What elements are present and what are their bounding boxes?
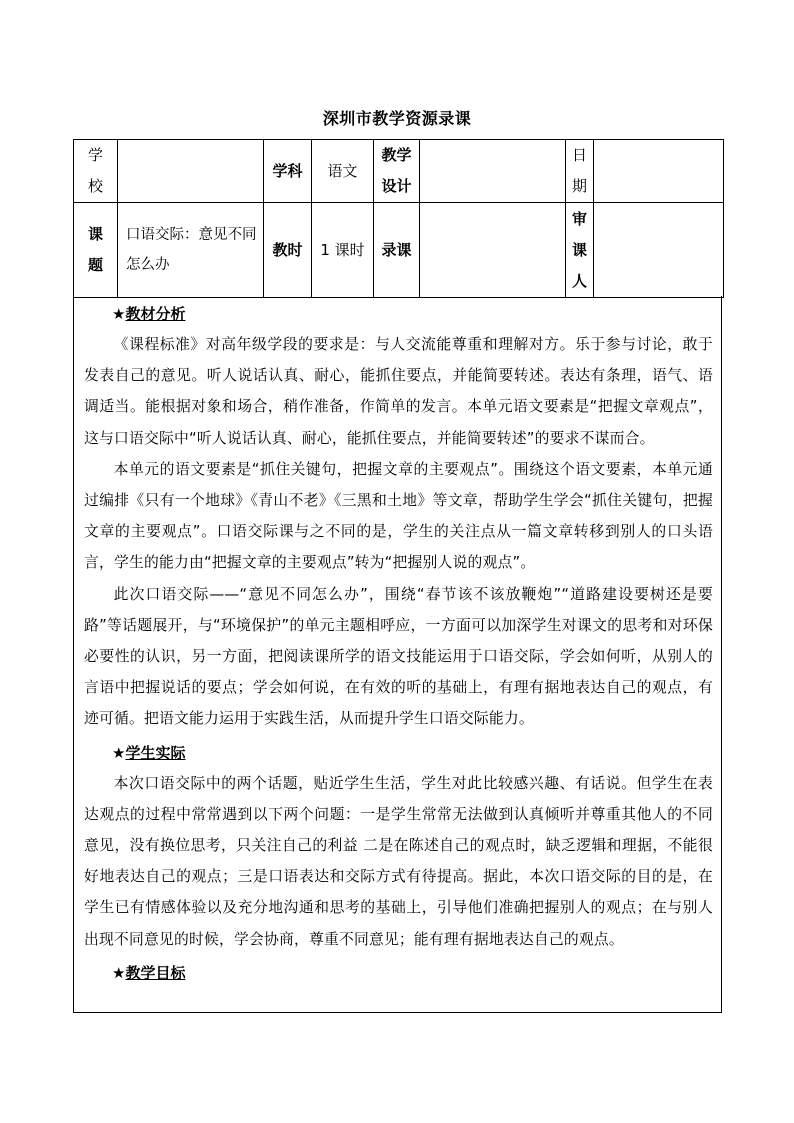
subject-label: 学科 (264, 140, 312, 203)
hours-label: 教时 (264, 203, 312, 298)
paragraph: 本次口语交际中的两个话题，贴近学生生活，学生对此比较感兴趣、有话说。但学生在表达观点的过程中常常遇到以下两个问题：一是学生常常无法做到认真倾听并尊重其他人的不同意见，没有换位思考，只关注自己的利益 二是在陈述自己的观点时，缺乏逻辑和理据，不能很好地表达自己的观点；三是口语表达和交际方式有待提高。据此，本次口语交际的目的是，在学生已有情感体验以及充分地沟通和思考的基础上，引导他们准确把握别人的观点；在与别人出现不同意见的时候，学会协商，尊重不同意见；能有理有据地表达自己的观点。 (84, 774, 713, 948)
section-heading-students: ★学生实际 (112, 743, 186, 762)
reviewer-label-cell (566, 203, 594, 298)
design-label: 教学设计 (381, 146, 412, 195)
design-value (420, 140, 566, 203)
school-label: 学校 (88, 146, 104, 195)
reviewer-label: 审课人 (572, 209, 588, 290)
section-heading-analysis: ★教材分析 (112, 305, 186, 323)
star-icon: ★ (112, 963, 126, 982)
topic-label-cell (74, 203, 118, 298)
design-label-cell (374, 140, 420, 203)
paragraph: 此次口语交际——“意见不同怎么办”，围绕“春节该不该放鞭炮”“道路建设要树还是要路”等话题展开，与“环境保护”的单元主题相呼应，一方面可以加深学生对课文的思考和对环保必要性的认识，另一方面，把阅读课所学的语文技能运用于口语交际，学会如何听，从别人的言语中把握说话的要点；学会如何说，在有效的听的基础上，有理有据地表达自己的观点，有迹可循。把语文能力运用于实践生活，从而提升学生口语交际能力。 (84, 585, 713, 728)
page-title: 深圳市教学资源录课 (322, 109, 472, 128)
star-icon: ★ (112, 743, 126, 762)
paragraph: 本单元的语文要素是“抓住关键句，把握文章的主要观点”。围绕这个语文要素，本单元通过编排《只有一个地球》《青山不老》《三黑和土地》等文章，帮助学生学会“抓住关键句，把握文章的主要观点”。口语交际课与之不同的是，学生的关注点从一篇文章转移到别人的口头语言，学生的能力由“把握文章的主要观点”转为“把握别人说的观点”。 (84, 460, 713, 572)
section-heading-goals: ★教学目标 (112, 963, 186, 982)
topic-value: 口语交际：意见不同怎么办 (118, 203, 264, 298)
header-table (73, 139, 724, 298)
date-value (594, 140, 724, 203)
star-icon: ★ (112, 305, 126, 323)
record-value (420, 203, 566, 298)
lesson-content (73, 296, 722, 1013)
school-value (118, 140, 264, 203)
reviewer-value (594, 203, 724, 298)
subject-value: 语文 (312, 140, 374, 203)
date-label-cell (566, 140, 594, 203)
date-label: 日期 (572, 146, 588, 195)
paragraph: 《课程标准》对高年级学段的要求是：与人交流能尊重和理解对方。乐于参与讨论，敢于发表自己的意见。听人说话认真、耐心，能抓住要点，并能简要转述。表达有条理，语气、语调适当。能根据对象和场合，稍作准备，作简单的发言。本单元语文要素是“把握文章观点”，这与口语交际中“听人说话认真、耐心，能抓住要点，并能简要转述”的要求不谋而合。 (84, 336, 713, 447)
record-label: 录课 (374, 203, 420, 298)
school-label-cell (74, 140, 118, 203)
topic-label: 课题 (88, 225, 104, 274)
hours-value: 1 课时 (312, 203, 374, 298)
